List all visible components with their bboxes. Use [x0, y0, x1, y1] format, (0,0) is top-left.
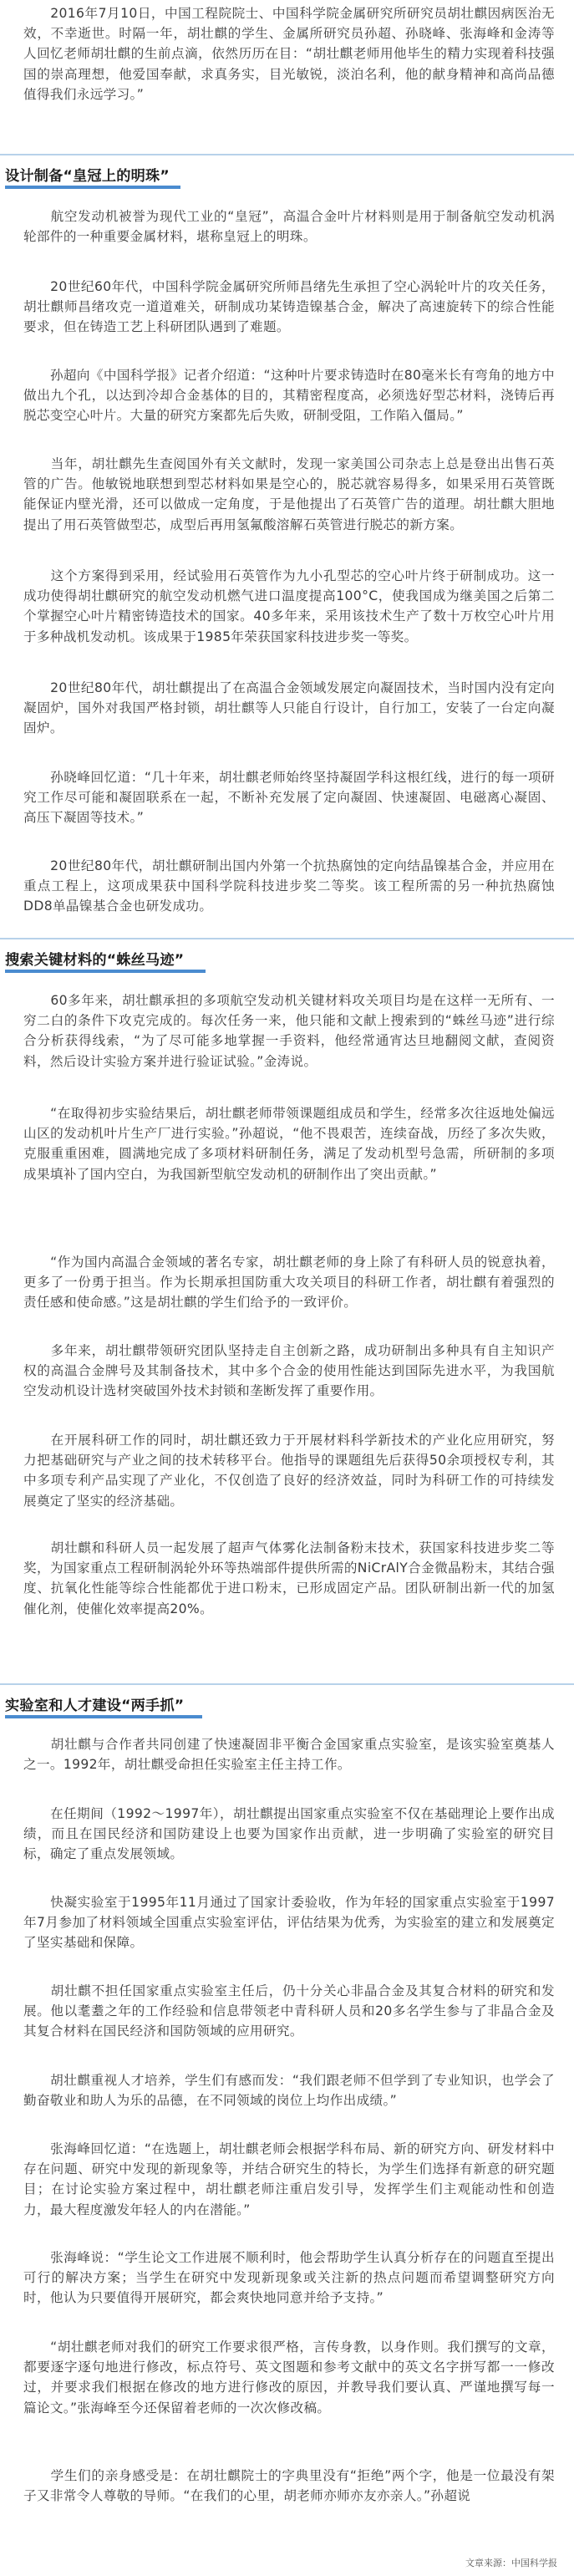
section-title-underline — [5, 186, 180, 189]
section-divider — [0, 938, 574, 939]
paragraph: “作为国内高温合金领域的著名专家，胡壮麒老师的身上除了有科研人员的锐意执着，更多了一份勇于担当。作为长期承担国防重大攻关项目的科研工作者，胡壮麒有着强烈的责任感和使命感。”这是胡壮麒的学生们给予的一致评价。 — [23, 1255, 555, 1311]
paragraph: 这个方案得到采用，经试验用石英管作为九小孔型芯的空心叶片终于研制成功。这一成功使得胡壮麒研究的航空发动机燃气进口温度提高100°C，使我国成为继美国之后第二个掌握空心叶片精密铸造技术的国家。40多年来，采用该技术生产了数十万枚空心叶片用于多种战机发动机。该成果于1985年荣获国家科技进步奖一等奖。 — [23, 568, 555, 644]
paragraph: 孙超向《中国科学报》记者介绍道：“这种叶片要求铸造时在80毫米长有弯角的地方中做出九个孔，以达到冷却合金基体的目的，其精密程度高，必须选好型芯材料，浇铸后再脱芯变空心叶片。大量的研究方案都先后失败，研制受阻，工作陷入僵局。” — [23, 368, 555, 424]
paragraph: 孙晓峰回忆道：“几十年来，胡壮麒老师始终坚持凝固学科这根红线，进行的每一项研究工作尽可能和凝固联系在一起，不断补充发展了定向凝固、快速凝固、电磁离心凝固、高压下凝固等技术。” — [23, 770, 555, 826]
paragraph: 当年，胡壮麒先生查阅国外有关文献时，发现一家美国公司杂志上总是登出出售石英管的广告。他敏锐地联想到型芯材料如果是空心的，脱芯就容易得多，如果采用石英管既能保证内壁光滑，还可以做成一定角度，于是他提出了石英管广告的道理。胡壮麒大胆地提出了用石英管做型芯，成型后再用氢氟酸溶解石英管进行脱芯的新方案。 — [23, 456, 555, 532]
paragraph: 航空发动机被誉为现代工业的“皇冠”，高温合金叶片材料则是用于制备航空发动机涡轮部件的一种重要金属材料，堪称皇冠上的明珠。 — [23, 209, 555, 245]
section-title: 实验室和人才建设“两手抓” — [5, 1698, 185, 1714]
article-source: 文章来源：中国科学报 — [465, 2558, 557, 2568]
section-title: 搜索关键材料的“蛛丝马迹” — [5, 952, 185, 969]
section-divider — [0, 1683, 574, 1685]
paragraph: 胡壮麒和科研人员一起发展了超声气体雾化法制备粉末技术，获国家科技进步奖二等奖，为国家重点工程研制涡轮外环等热端部件提供所需的NiCrAlY合金微晶粉末，其结合强度、抗氧化性能等综合性能都优于进口粉末，已形成固定产品。团队研制出新一代的加氢催化剂，使催化效率提高20%。 — [23, 1540, 555, 1616]
paragraph: “胡壮麒老师对我们的研究工作要求很严格，言传身教，以身作则。我们撰写的文章，都要逐字逐句地进行修改，标点符号、英文图题和参考文献中的英文名字拼写都一一修改过，并要求我们根据在修改的地方进行修改的原因，并教导我们要认真、严谨地撰写每一篇论文。”张海峰至今还保留着老师的一次次修改稿。 — [23, 2339, 555, 2416]
section-heading-2 — [0, 938, 574, 976]
paragraph: 在任期间（1992～1997年），胡壮麒提出国家重点实验室不仅在基础理论上要作出成绩，而且在国民经济和国防建设上也要为国家作出贡献，进一步明确了实验室的研究目标，确定了重点发展领域。 — [23, 1806, 555, 1862]
paragraph: 多年来，胡壮麒带领研究团队坚持走自主创新之路，成功研制出多种具有自主知识产权的高温合金牌号及其制备技术，其中多个合金的使用性能达到国际先进水平，为我国航空发动机设计选材突破国外技术封锁和垄断发挥了重要作用。 — [23, 1343, 555, 1399]
paragraph: 胡壮麒不担任国家重点实验室主任后，仍十分关心非晶合金及其复合材料的研究和发展。他以耄耋之年的工作经验和信息带领老中青科研人员和20多名学生参与了非晶合金及其复合材料在国民经济和国防领域的应用研究。 — [23, 1983, 555, 2039]
paragraph: 张海峰说：“学生论文工作进展不顺利时，他会帮助学生认真分析存在的问题直至提出可行的解决方案；当学生在研究中发现新现象或关注新的热点问题而希望调整研究方向时，他认为只要值得开展研究，都会爽快地同意并给予支持。” — [23, 2250, 555, 2306]
paragraph: 60多年来，胡壮麒承担的多项航空发动机关键材料攻关项目均是在这样一无所有、一穷二白的条件下攻克完成的。每次任务一来，他只能和文献上搜索到的“蛛丝马迹”进行综合分析获得线索，“为了尽可能多地掌握一手资料，他经常通宵达旦地翻阅文献，查阅资料，然后设计实验方案并进行验证试验。”金涛说。 — [23, 993, 555, 1069]
paragraph: 20世纪80年代，胡壮麒研制出国内外第一个抗热腐蚀的定向结晶镍基合金，并应用在重点工程上，这项成果获中国科学院科技进步奖二等奖。该工程所需的另一种抗热腐蚀DD8单晶镍基合金也研发成功。 — [23, 858, 555, 914]
section-title-underline — [5, 970, 206, 973]
paragraph: 20世纪80年代，胡壮麒提出了在高温合金领域发展定向凝固技术，当时国内没有定向凝固炉，国外对我国严格封锁，胡壮麒等人只能自行设计，自行加工，安装了一台定向凝固炉。 — [23, 680, 555, 736]
section-divider — [0, 154, 574, 155]
paragraph: “在取得初步实验结果后，胡壮麒老师带领课题组成员和学生，经常多次往返地处偏远山区的发动机叶片生产厂进行实验。”孙超说，“他不畏艰苦，连续奋战，历经了多次失败，克服重重困难，圆满地完成了多项材料研制任务，满足了发动机型号急需，所研制的多项成果填补了国内空白，为我国新型航空发动机的研制作出了突出贡献。” — [23, 1106, 555, 1182]
paragraph: 在开展科研工作的同时，胡壮麒还致力于开展材料科学新技术的产业化应用研究，努力把基础研究与产业之间的技术转移平台。他指导的课题组先后获得50余项授权专利，其中多项专利产品实现了产业化，不仅创造了良好的经济效益，同时为科研工作的可持续发展奠定了坚实的经济基础。 — [23, 1433, 555, 1509]
section-heading-1 — [0, 154, 574, 192]
paragraph: 胡壮麒与合作者共同创建了快速凝固非平衡合金国家重点实验室，是该实验室奠基人之一。1992年，胡壮麒受命担任实验室主任主持工作。 — [23, 1737, 555, 1773]
section-heading-3 — [0, 1683, 574, 1722]
paragraph: 20世纪60年代，中国科学院金属研究所师昌绪先生承担了空心涡轮叶片的攻关任务，胡壮麒师昌绪攻克一道道难关，研制成功某铸造镍基合金，解决了高速旋转下的综合性能要求，但在铸造工艺上科研团队遇到了难题。 — [23, 279, 555, 335]
paragraph: 学生们的亲身感受是：在胡壮麒院士的字典里没有“拒绝”两个字，他是一位最没有架子又非常令人尊敬的导师。“在我们的心里，胡老师亦师亦友亦亲人。”孙超说 — [23, 2468, 555, 2504]
paragraph: 胡壮麒重视人才培养，学生们有感而发：“我们跟老师不但学到了专业知识，也学会了勤奋敬业和助人为乐的品德，在不同领域的岗位上均作出成绩。” — [23, 2073, 555, 2109]
section-title: 设计制备“皇冠上的明珠” — [5, 168, 170, 185]
section-title-underline — [5, 1715, 202, 1718]
paragraph: 张海峰回忆道：“在选题上，胡壮麒老师会根据学科布局、新的研究方向、研发材料中存在问题、研究中发现的新现象等，并结合研究生的特长，为学生们选择有新意的研究题目；在讨论实验方案过程中，胡壮麒老师注重启发引导，发挥学生们主观能动性和创造力，最大程度激发年轻人的内在潜能。” — [23, 2141, 555, 2217]
paragraph: 快凝实验室于1995年11月通过了国家计委验收，作为年轻的国家重点实验室于1997年7月参加了材料领域全国重点实验室评估，评估结果为优秀，为实验室的建立和发展奠定了坚实基础和保障。 — [23, 1895, 555, 1951]
intro-paragraph: 2016年7月10日，中国工程院院士、中国科学院金属研究所研究员胡壮麒因病医治无效，不幸逝世。时隔一年，胡壮麒的学生、金属所研究员孙超、孙晓峰、张海峰和金涛等人回忆老师胡壮麒的生前点滴，依然历历在目：“胡壮麒老师用他毕生的精力实现着科技强国的崇高理想，他爱国奉献，求真务实，目光敏锐，淡泊名利，他的献身精神和高尚品德值得我们永远学习。” — [23, 6, 555, 102]
